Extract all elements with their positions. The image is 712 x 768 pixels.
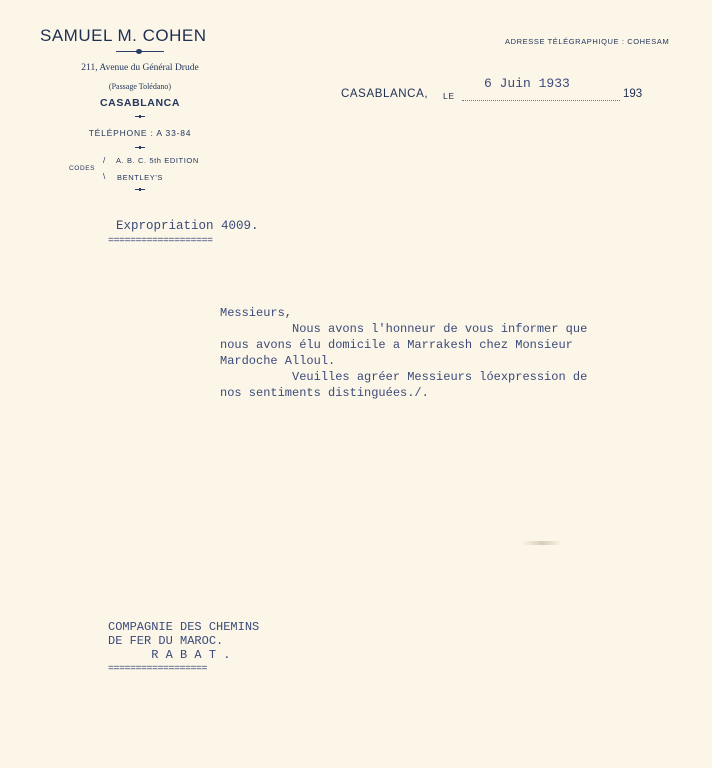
body-line: nous avons élu domicile a Marrakesh chez Monsieur [220, 338, 573, 352]
letterhead-name: SAMUEL M. COHEN [40, 26, 207, 45]
letterhead-city: CASABLANCA [99, 97, 181, 109]
recipient-underline: ================== [108, 664, 208, 675]
body-line: nos sentiments distinguées./. [220, 386, 429, 400]
letterhead-ornament [135, 188, 145, 191]
recipient-address [108, 620, 259, 662]
subject-underline: =================== [108, 236, 213, 247]
recipient-line: COMPAGNIE DES CHEMINS [108, 620, 260, 634]
dateline-year-prefix: 193 [623, 88, 643, 100]
body-line: Veuilles agréer Messieurs lóexpression de [292, 370, 588, 384]
letterhead-phone: TÉLÉPHONE : A 33-84 [88, 128, 192, 138]
typed-date: 6 Juin 1933 [484, 76, 570, 91]
paper-smudge [522, 541, 562, 545]
recipient-line: DE FER DU MAROC. [108, 634, 224, 648]
recipient-line: R A B A T . [151, 648, 231, 662]
letterhead-address: 211, Avenue du Général Drude [81, 63, 199, 73]
letterhead-passage: (Passage Tolédano) [108, 82, 172, 91]
body-line: Mardoche Alloul. [220, 354, 336, 368]
dateline-le: LE [443, 91, 455, 101]
brace-bottom: \ [103, 172, 106, 181]
subject-line: Expropriation 4009. [116, 219, 259, 233]
letterhead-telegraph-address: ADRESSE TÉLÉGRAPHIQUE : COHESAM [505, 37, 670, 46]
dateline-city: CASABLANCA, [341, 88, 429, 100]
letterhead-codes-label: CODES [69, 165, 96, 172]
dateline-dotted-rule [462, 100, 620, 101]
letterhead-ornament-rule [116, 51, 164, 52]
letterhead-code-bentleys: BENTLEY'S [117, 173, 164, 182]
letterhead-code-abc: A. B. C. 5th EDITION [116, 156, 199, 165]
brace-top: / [103, 156, 106, 165]
letterhead-ornament [135, 146, 145, 149]
letter-body [220, 305, 587, 401]
letterhead-ornament [135, 115, 145, 118]
body-line: Nous avons l'honneur de vous informer que [292, 322, 588, 336]
salutation: Messieurs, [220, 306, 293, 320]
